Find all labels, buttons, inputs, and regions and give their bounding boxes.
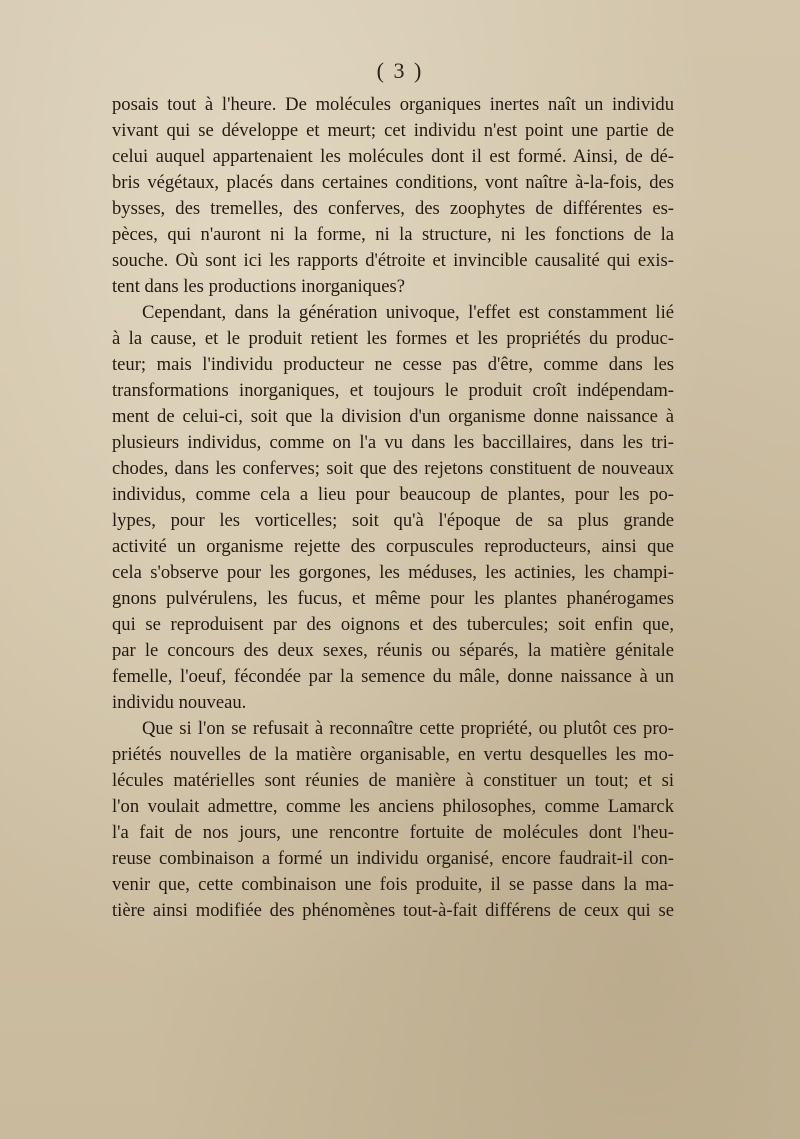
text-line: Que si l'on se refusait à reconnaître cette propriété, ou plutôt ces pro- — [142, 718, 674, 739]
text-line: tière ainsi modifiée des phénomènes tout-à-fait différens de ceux qui se — [112, 900, 674, 921]
page-number: ( 3 ) — [376, 58, 424, 83]
text-line: celui auquel appartenaient les molécules dont il est formé. Ainsi, de dé- — [112, 146, 674, 167]
text-line: bris végétaux, placés dans certaines conditions, vont naître à-la-fois, des — [112, 172, 674, 193]
text-line: femelle, l'oeuf, fécondée par la semence du mâle, donne naissance à un — [112, 666, 674, 687]
text-line: ment de celui-ci, soit que la division d'un organisme donne naissance à — [112, 406, 674, 427]
text-line: souche. Où sont ici les rapports d'étroite et invincible causalité qui exis- — [112, 250, 674, 271]
text-line: teur; mais l'individu producteur ne cesse pas d'être, comme dans les — [112, 354, 674, 375]
paragraph-1 — [112, 92, 674, 300]
paragraph-2 — [112, 300, 674, 716]
text-line: par le concours des deux sexes, réunis ou séparés, la matière génitale — [112, 640, 674, 661]
text-line: individus, comme cela a lieu pour beaucoup de plantes, pour les po- — [112, 484, 674, 505]
text-line: tent dans les productions inorganiques? — [112, 276, 405, 297]
text-line: priétés nouvelles de la matière organisable, en vertu desquelles les mo- — [112, 744, 674, 765]
text-line: posais tout à l'heure. De molécules organiques inertes naît un individu — [112, 94, 674, 115]
text-line: chodes, dans les conferves; soit que des rejetons constituent de nouveaux — [112, 458, 674, 479]
text-line: plusieurs individus, comme on l'a vu dans les baccillaires, dans les tri- — [112, 432, 674, 453]
text-line: vivant qui se développe et meurt; cet individu n'est point une partie de — [112, 120, 674, 141]
text-line: à la cause, et le produit retient les formes et les propriétés du produc- — [112, 328, 674, 349]
text-line: gnons pulvérulens, les fucus, et même pour les plantes phanérogames — [112, 588, 674, 609]
text-line: individu nouveau. — [112, 692, 247, 713]
text-line: qui se reproduisent par des oignons et des tubercules; soit enfin que, — [112, 614, 674, 635]
text-line: reuse combinaison a formé un individu organisé, encore faudrait-il con- — [112, 848, 674, 869]
paragraph-3 — [112, 716, 674, 924]
text-line: transformations inorganiques, et toujours le produit croît indépendam- — [112, 380, 674, 401]
text-line: cela s'observe pour les gorgones, les méduses, les actinies, les champi- — [112, 562, 674, 583]
text-line: lécules matérielles sont réunies de manière à constituer un tout; et si — [112, 770, 674, 791]
text-line: l'a fait de nos jours, une rencontre fortuite de molécules dont l'heu- — [112, 822, 674, 843]
text-line: activité un organisme rejette des corpuscules reproducteurs, ainsi que — [112, 536, 674, 557]
text-line: pèces, qui n'auront ni la forme, ni la structure, ni les fonctions de la — [112, 224, 674, 245]
text-line: bysses, des tremelles, des conferves, des zoophytes de différentes es- — [112, 198, 674, 219]
text-line: venir que, cette combinaison une fois produite, il se passe dans la ma- — [112, 874, 674, 895]
body-text — [112, 92, 674, 924]
text-line: l'on voulait admettre, comme les anciens philosophes, comme Lamarck — [112, 796, 674, 817]
text-line: Cependant, dans la génération univoque, l'effet est constamment lié — [142, 302, 674, 323]
text-line: lypes, pour les vorticelles; soit qu'à l'époque de sa plus grande — [112, 510, 674, 531]
